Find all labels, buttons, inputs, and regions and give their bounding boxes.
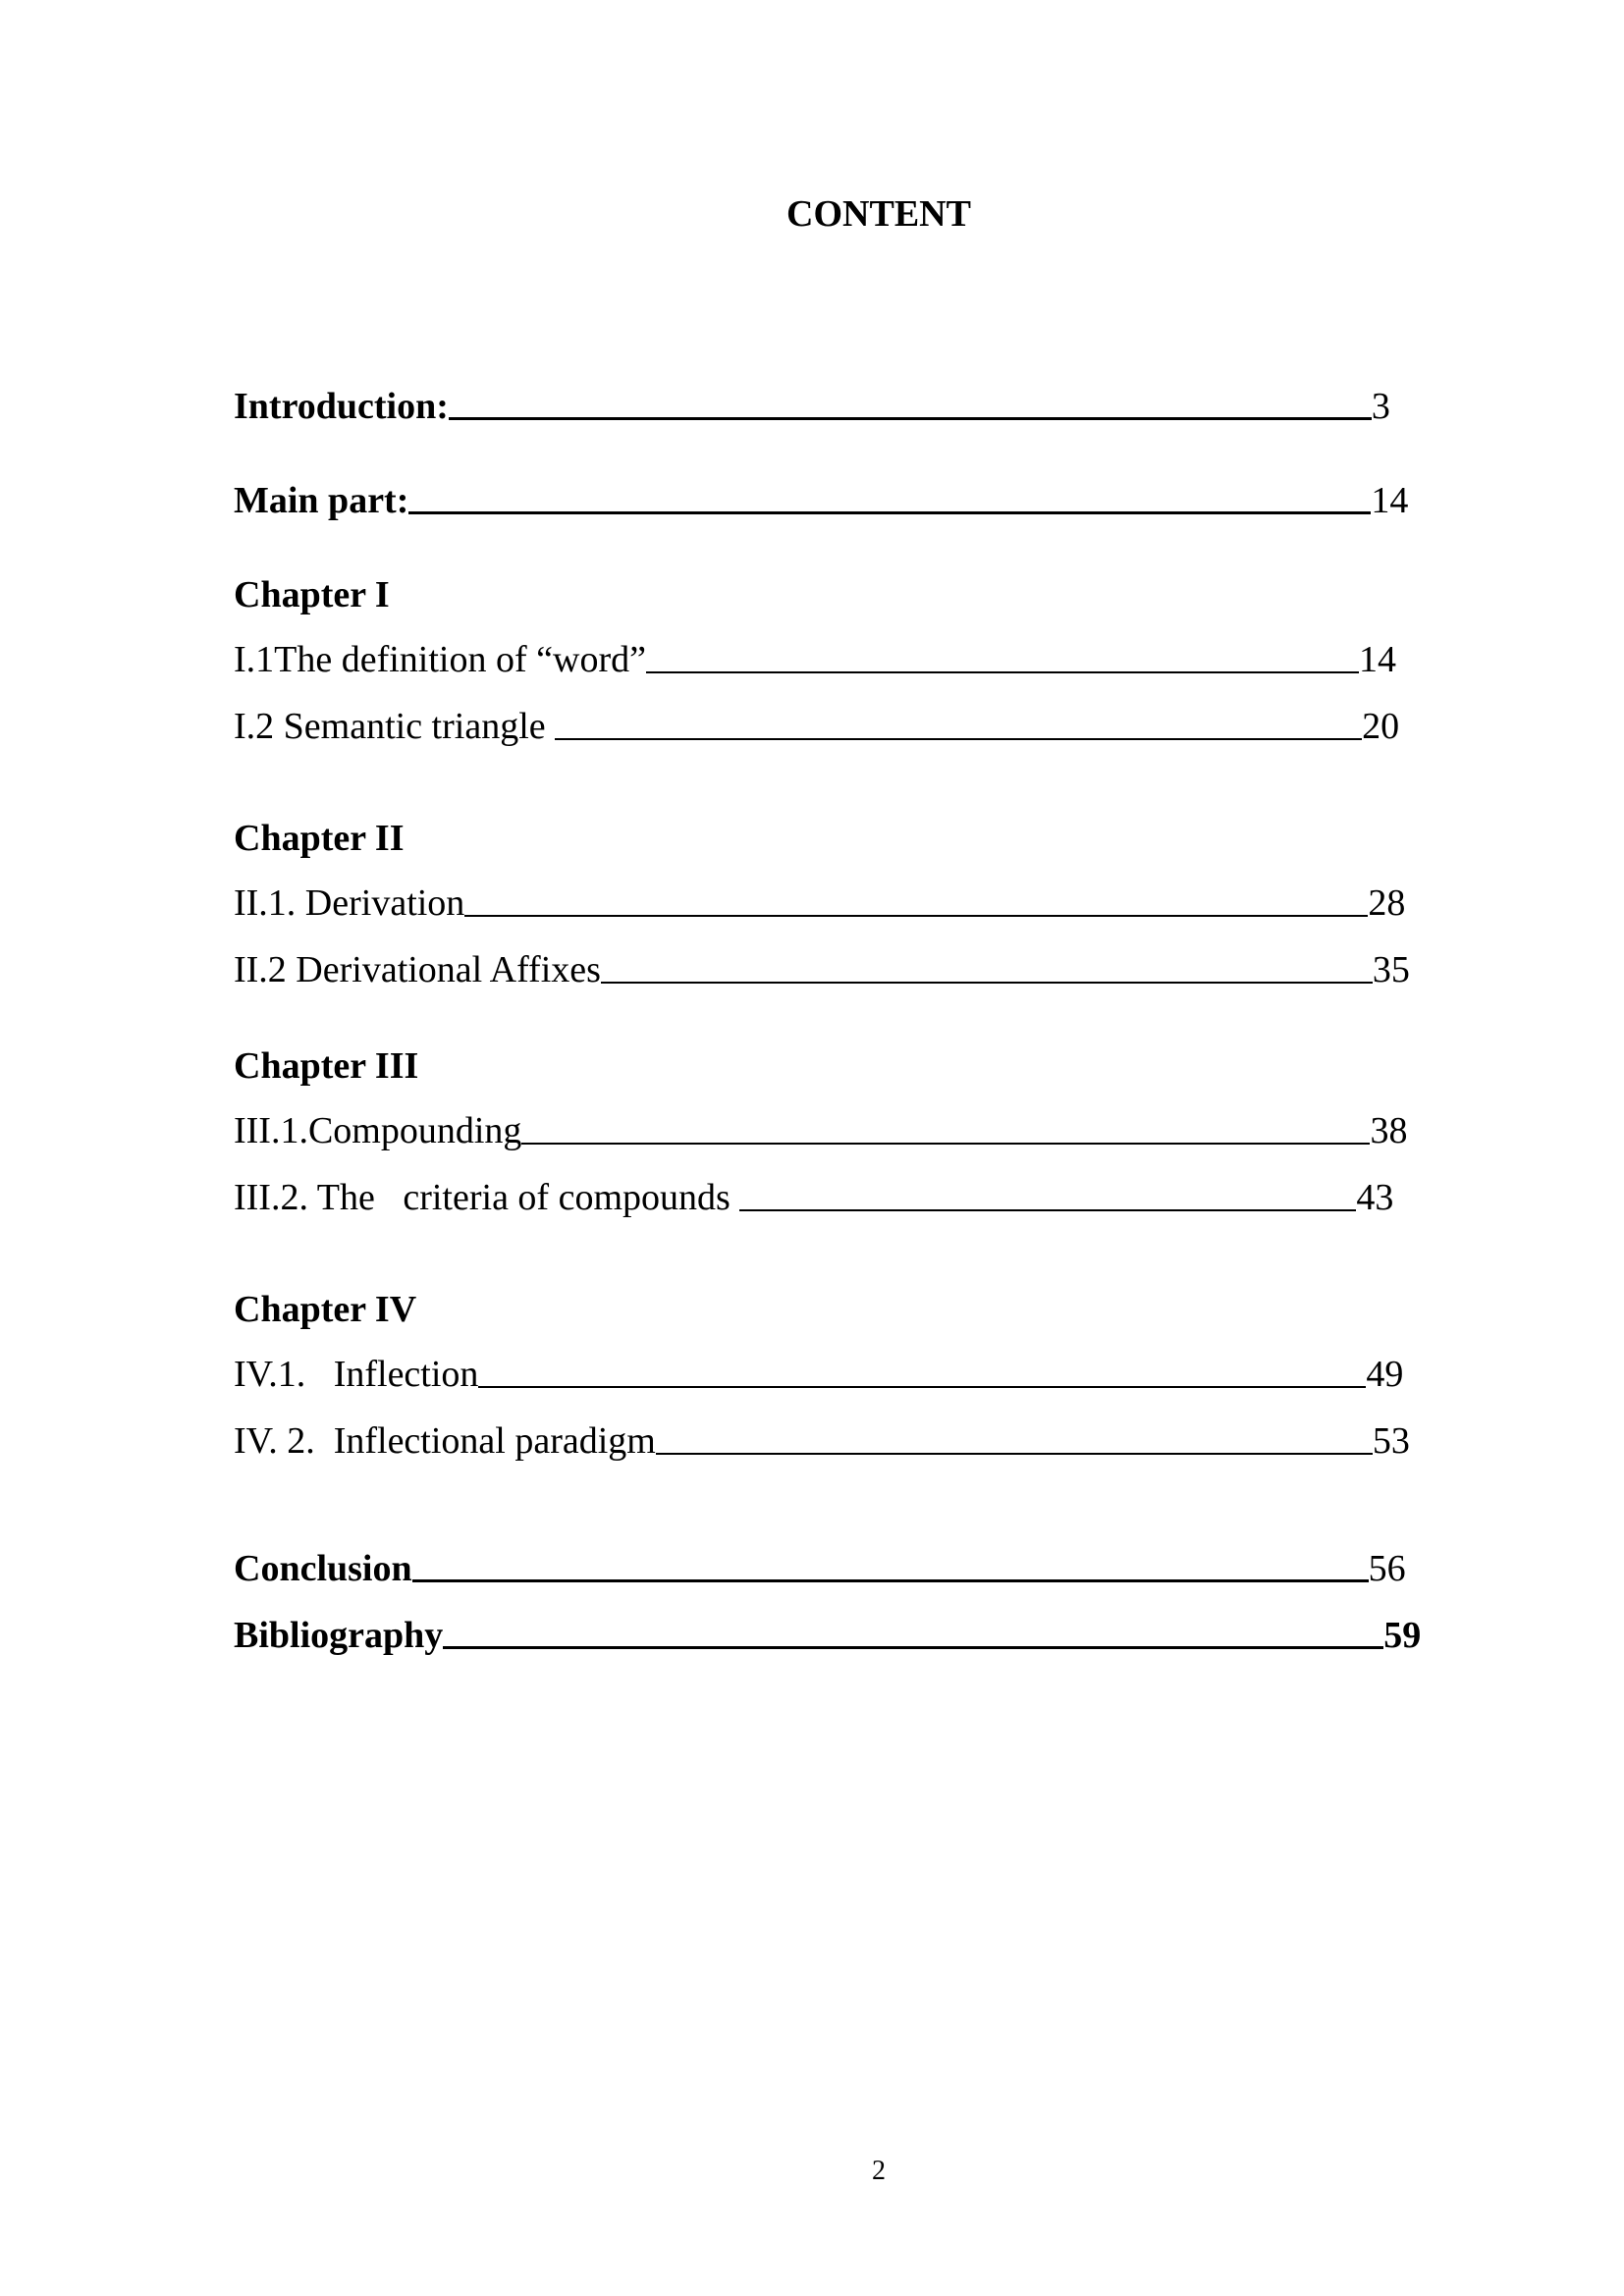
toc-entry-i-2[interactable]: [234, 705, 1399, 748]
page-number: 2: [872, 2156, 886, 2186]
chapter-heading-i: Chapter I: [234, 574, 390, 615]
chapter-heading-iii: Chapter III: [234, 1045, 419, 1087]
toc-entry-label: II.2 Derivational Affixes: [234, 949, 601, 990]
toc-entry-label: IV.1. Inflection: [234, 1354, 479, 1395]
toc-leader-line: [408, 511, 1371, 514]
toc-entry-iii-2[interactable]: [234, 1176, 1393, 1219]
chapter-heading-iv: Chapter IV: [234, 1289, 417, 1330]
toc-leader-line: [555, 738, 1362, 740]
toc-page-number: 38: [1370, 1110, 1408, 1151]
toc-entry-iv-1[interactable]: [234, 1353, 1403, 1396]
toc-entry-iv-2[interactable]: [234, 1419, 1410, 1463]
toc-page-number: 53: [1372, 1420, 1410, 1462]
toc-entry-label: I.2 Semantic triangle: [234, 706, 556, 747]
toc-page-number: 59: [1383, 1615, 1422, 1656]
toc-entry-conclusion[interactable]: [234, 1547, 1406, 1590]
toc-page-number: 14: [1358, 639, 1396, 680]
toc-leader-line: [521, 1143, 1370, 1145]
toc-page-number: 3: [1371, 386, 1390, 427]
toc-leader-line: [443, 1646, 1383, 1649]
page-title: CONTENT: [786, 193, 971, 235]
toc-entry-label: II.1. Derivation: [234, 882, 465, 924]
toc-entry-label: Main part:: [234, 480, 409, 521]
toc-leader-line: [646, 671, 1359, 673]
toc-entry-label: Introduction:: [234, 386, 449, 427]
toc-leader-line: [449, 417, 1372, 420]
toc-page-number: 56: [1368, 1548, 1406, 1589]
toc-entry-label: Conclusion: [234, 1548, 412, 1589]
toc-leader-line: [601, 982, 1373, 984]
toc-entry-label: III.1.Compounding: [234, 1110, 522, 1151]
toc-entry-label: III.2. The criteria of compounds: [234, 1177, 740, 1218]
toc-page-number: 49: [1366, 1354, 1404, 1395]
toc-entry-bibliography[interactable]: [234, 1614, 1421, 1657]
chapter-heading-ii: Chapter II: [234, 818, 405, 859]
toc-entry-label: IV. 2. Inflectional paradigm: [234, 1420, 656, 1462]
toc-page-number: 14: [1371, 480, 1409, 521]
toc-entry-introduction[interactable]: [234, 385, 1390, 428]
toc-entry-label: Bibliography: [234, 1615, 444, 1656]
toc-entry-main-part[interactable]: [234, 479, 1408, 522]
toc-leader-line: [739, 1209, 1356, 1211]
toc-leader-line: [656, 1453, 1373, 1455]
toc-entry-ii-1[interactable]: [234, 881, 1405, 925]
toc-page-number: 20: [1362, 706, 1400, 747]
toc-entry-label: I.1The definition of “word”: [234, 639, 646, 680]
toc-page-number: 43: [1356, 1177, 1394, 1218]
toc-entry-i-1[interactable]: [234, 638, 1396, 681]
toc-leader-line: [478, 1386, 1366, 1388]
toc-leader-line: [412, 1579, 1369, 1582]
toc-entry-ii-2[interactable]: [234, 948, 1410, 991]
toc-page-number: 35: [1372, 949, 1410, 990]
toc-entry-iii-1[interactable]: [234, 1109, 1407, 1152]
toc-page-number: 28: [1368, 882, 1406, 924]
toc-leader-line: [464, 915, 1368, 917]
